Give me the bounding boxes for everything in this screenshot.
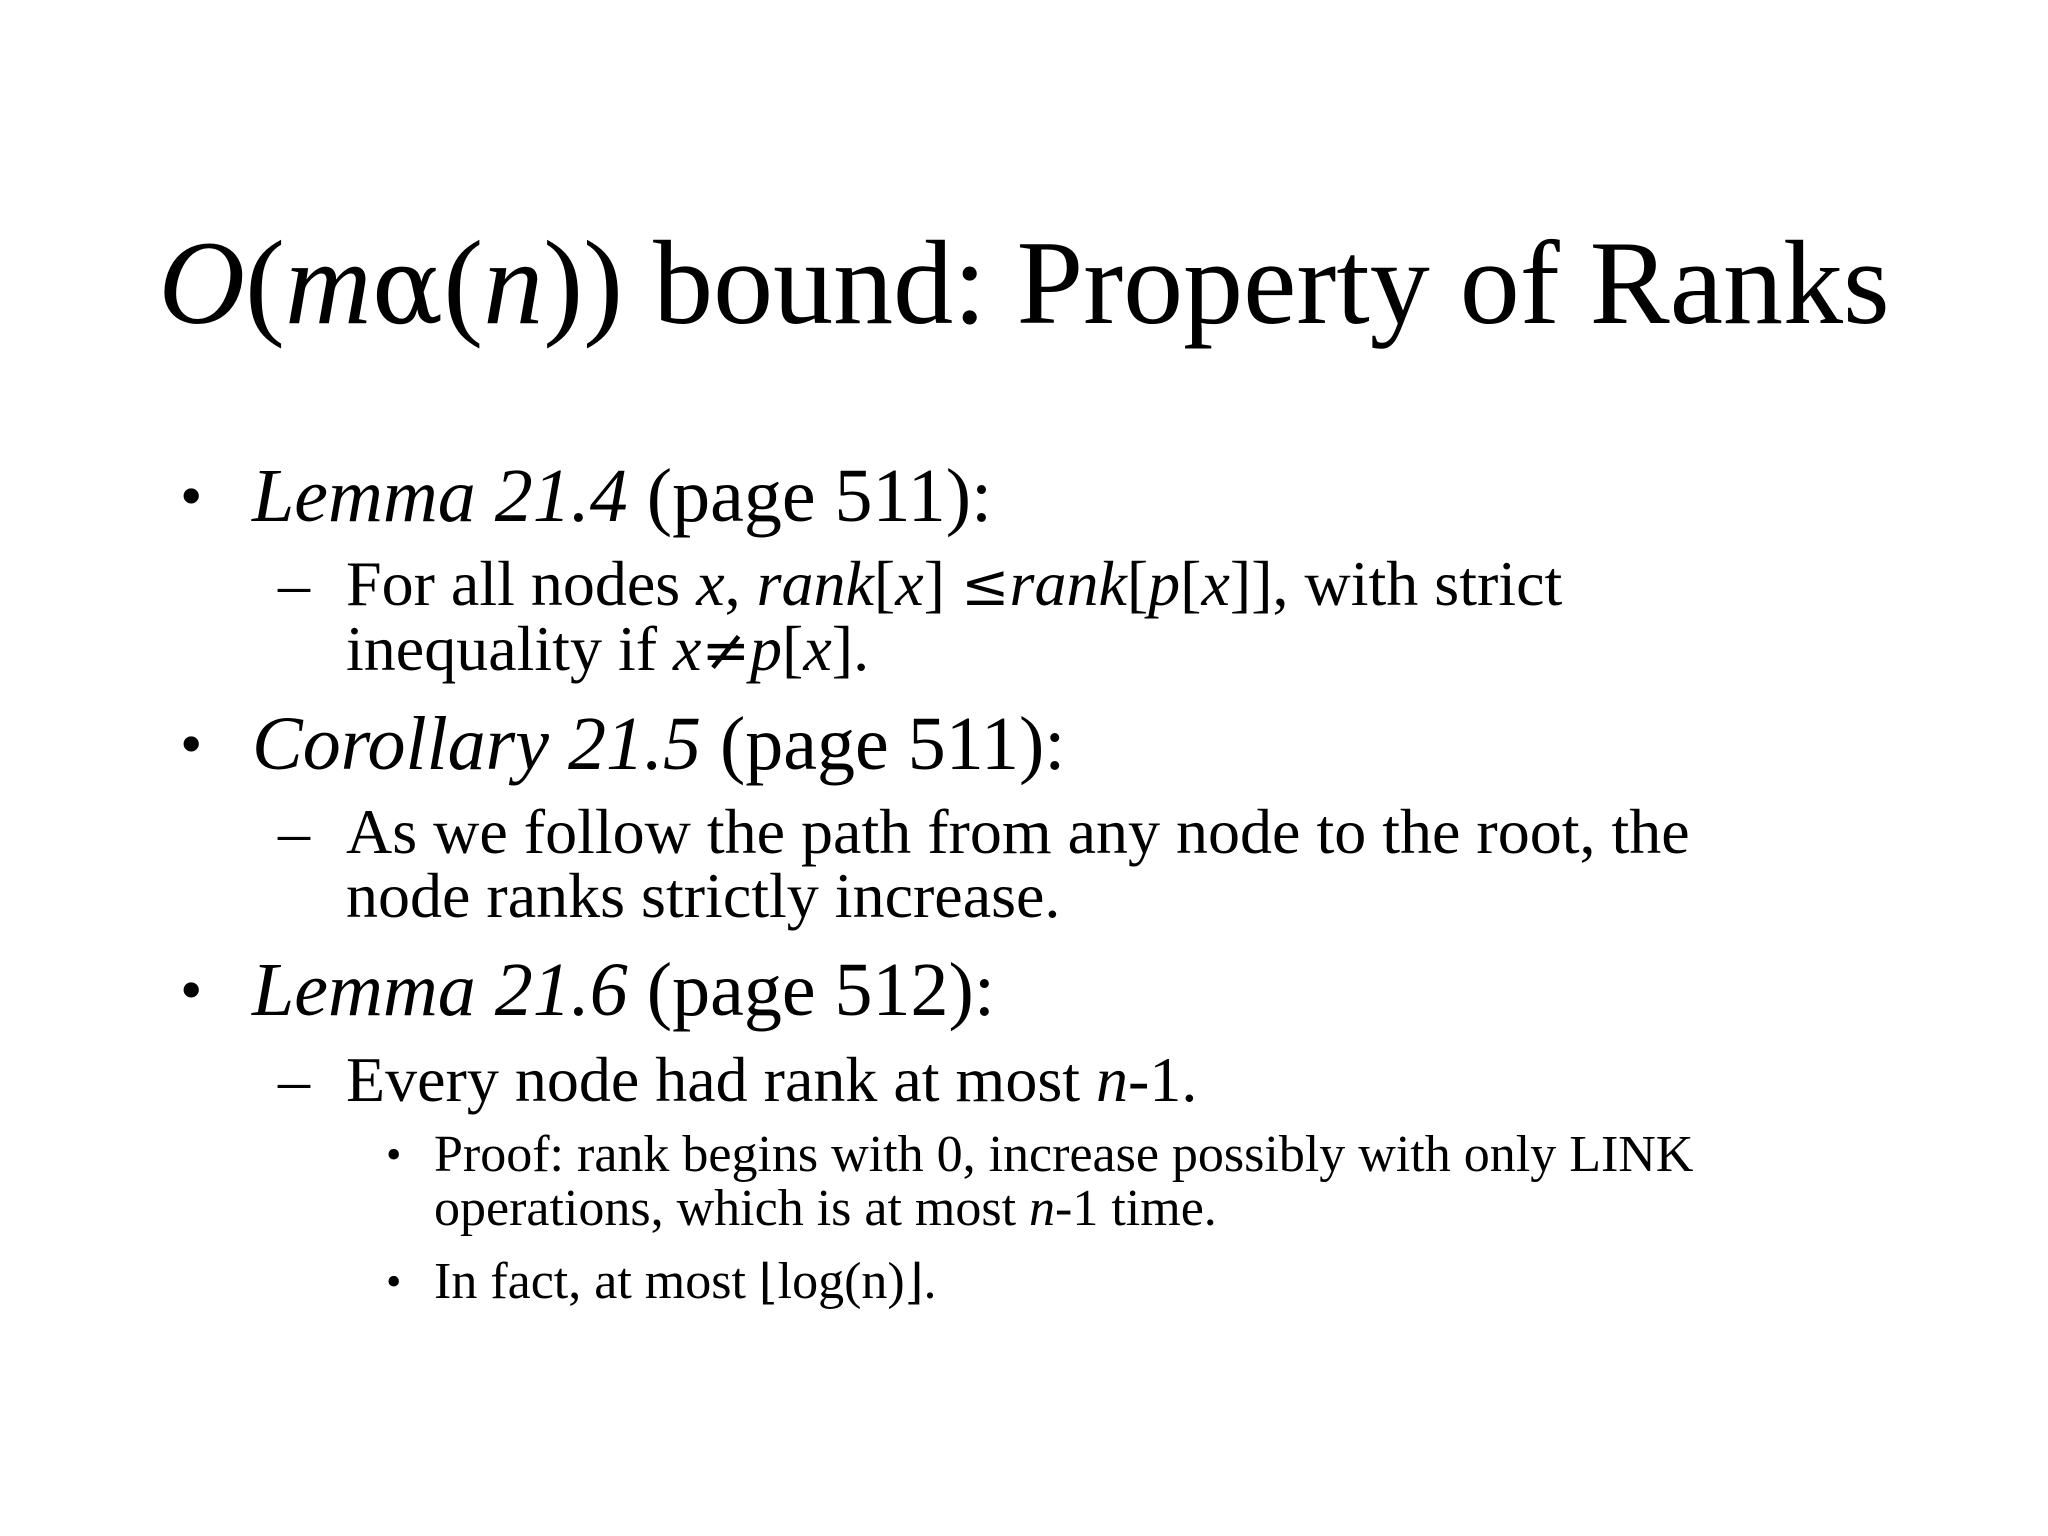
sub-sub-bullet-text [434, 1128, 1693, 1236]
text-line-2 [434, 1182, 1693, 1236]
text-segment: operations, which is at most [434, 1180, 1030, 1237]
text-segment: -1. [1128, 1044, 1198, 1115]
var-rank: rank [1009, 548, 1127, 619]
var-x: x [696, 548, 725, 619]
text-line-2: node ranks strictly increase. [346, 860, 1061, 931]
title-lparen-1: ( [244, 216, 285, 349]
lemma-name: Lemma 21.4 [252, 454, 628, 538]
bullet-text [252, 704, 1065, 784]
text-segment: inequality if [346, 613, 674, 684]
title-rest: )) bound: Property of Ranks [543, 216, 1890, 349]
sub-bullet-text [346, 548, 1563, 684]
var-x: x [895, 548, 924, 619]
dash-marker: – [278, 796, 310, 867]
neq-symbol: ≠ [701, 616, 751, 684]
page-ref: (page 511): [627, 454, 993, 538]
var-n: n [1096, 1044, 1128, 1115]
title-lparen-2: ( [443, 216, 484, 349]
text-segment: -1 time. [1055, 1180, 1217, 1237]
bullet-marker: • [386, 1257, 402, 1306]
text-segment: [ [873, 548, 896, 619]
bullet-marker: • [386, 1130, 402, 1179]
leq-symbol: ≤ [960, 551, 1010, 619]
dash-marker: – [278, 1044, 310, 1115]
text-line-1: As we follow the path from any node to the root, the [346, 796, 1690, 867]
text-segment: In fact, at most [434, 1253, 759, 1310]
page-ref: (page 512): [627, 948, 995, 1032]
slide-title [0, 218, 2048, 352]
text-line-1 [346, 548, 1563, 619]
right-floor-symbol: ⌋ [904, 1254, 924, 1310]
var-x: x [803, 613, 832, 684]
dash-marker: – [278, 548, 310, 619]
page-ref: (page 511): [701, 702, 1066, 786]
text-segment: ]. [831, 613, 870, 684]
text-segment: ]], with strict [1229, 548, 1563, 619]
bullet-marker: • [180, 708, 203, 779]
title-o: O [158, 216, 245, 349]
text-line-1: Proof: rank begins with 0, increase possibly with only LINK [434, 1126, 1694, 1183]
sub-sub-bullet-text [434, 1255, 936, 1309]
text-segment: log(n) [777, 1253, 905, 1310]
text-segment: . [923, 1253, 937, 1310]
left-floor-symbol: ⌊ [758, 1254, 778, 1310]
bullet-text [252, 456, 992, 536]
title-n: n [483, 216, 544, 349]
var-p: p [750, 613, 783, 684]
bullet-marker: • [180, 954, 203, 1025]
text-line-2 [346, 613, 1562, 684]
text-segment: For all nodes [346, 548, 697, 619]
title-alpha: α [371, 225, 444, 348]
var-p: p [1148, 548, 1181, 619]
title-m: m [284, 216, 372, 349]
var-x: x [1201, 548, 1230, 619]
text-segment: Every node had rank at most [346, 1044, 1096, 1115]
text-segment: ] [923, 548, 961, 619]
corollary-name: Corollary 21.5 [252, 702, 701, 786]
sub-bullet-text [346, 796, 1690, 931]
var-n: n [1029, 1180, 1056, 1237]
sub-bullet-text [346, 1044, 1198, 1115]
text-segment: [ [1180, 548, 1202, 619]
var-x: x [673, 613, 702, 684]
text-segment: [ [1126, 548, 1149, 619]
bullet-text [252, 950, 995, 1030]
text-segment: , [724, 548, 757, 619]
var-rank: rank [756, 548, 874, 619]
bullet-marker: • [180, 460, 203, 531]
lemma-name: Lemma 21.6 [252, 948, 628, 1032]
text-segment: [ [782, 613, 804, 684]
